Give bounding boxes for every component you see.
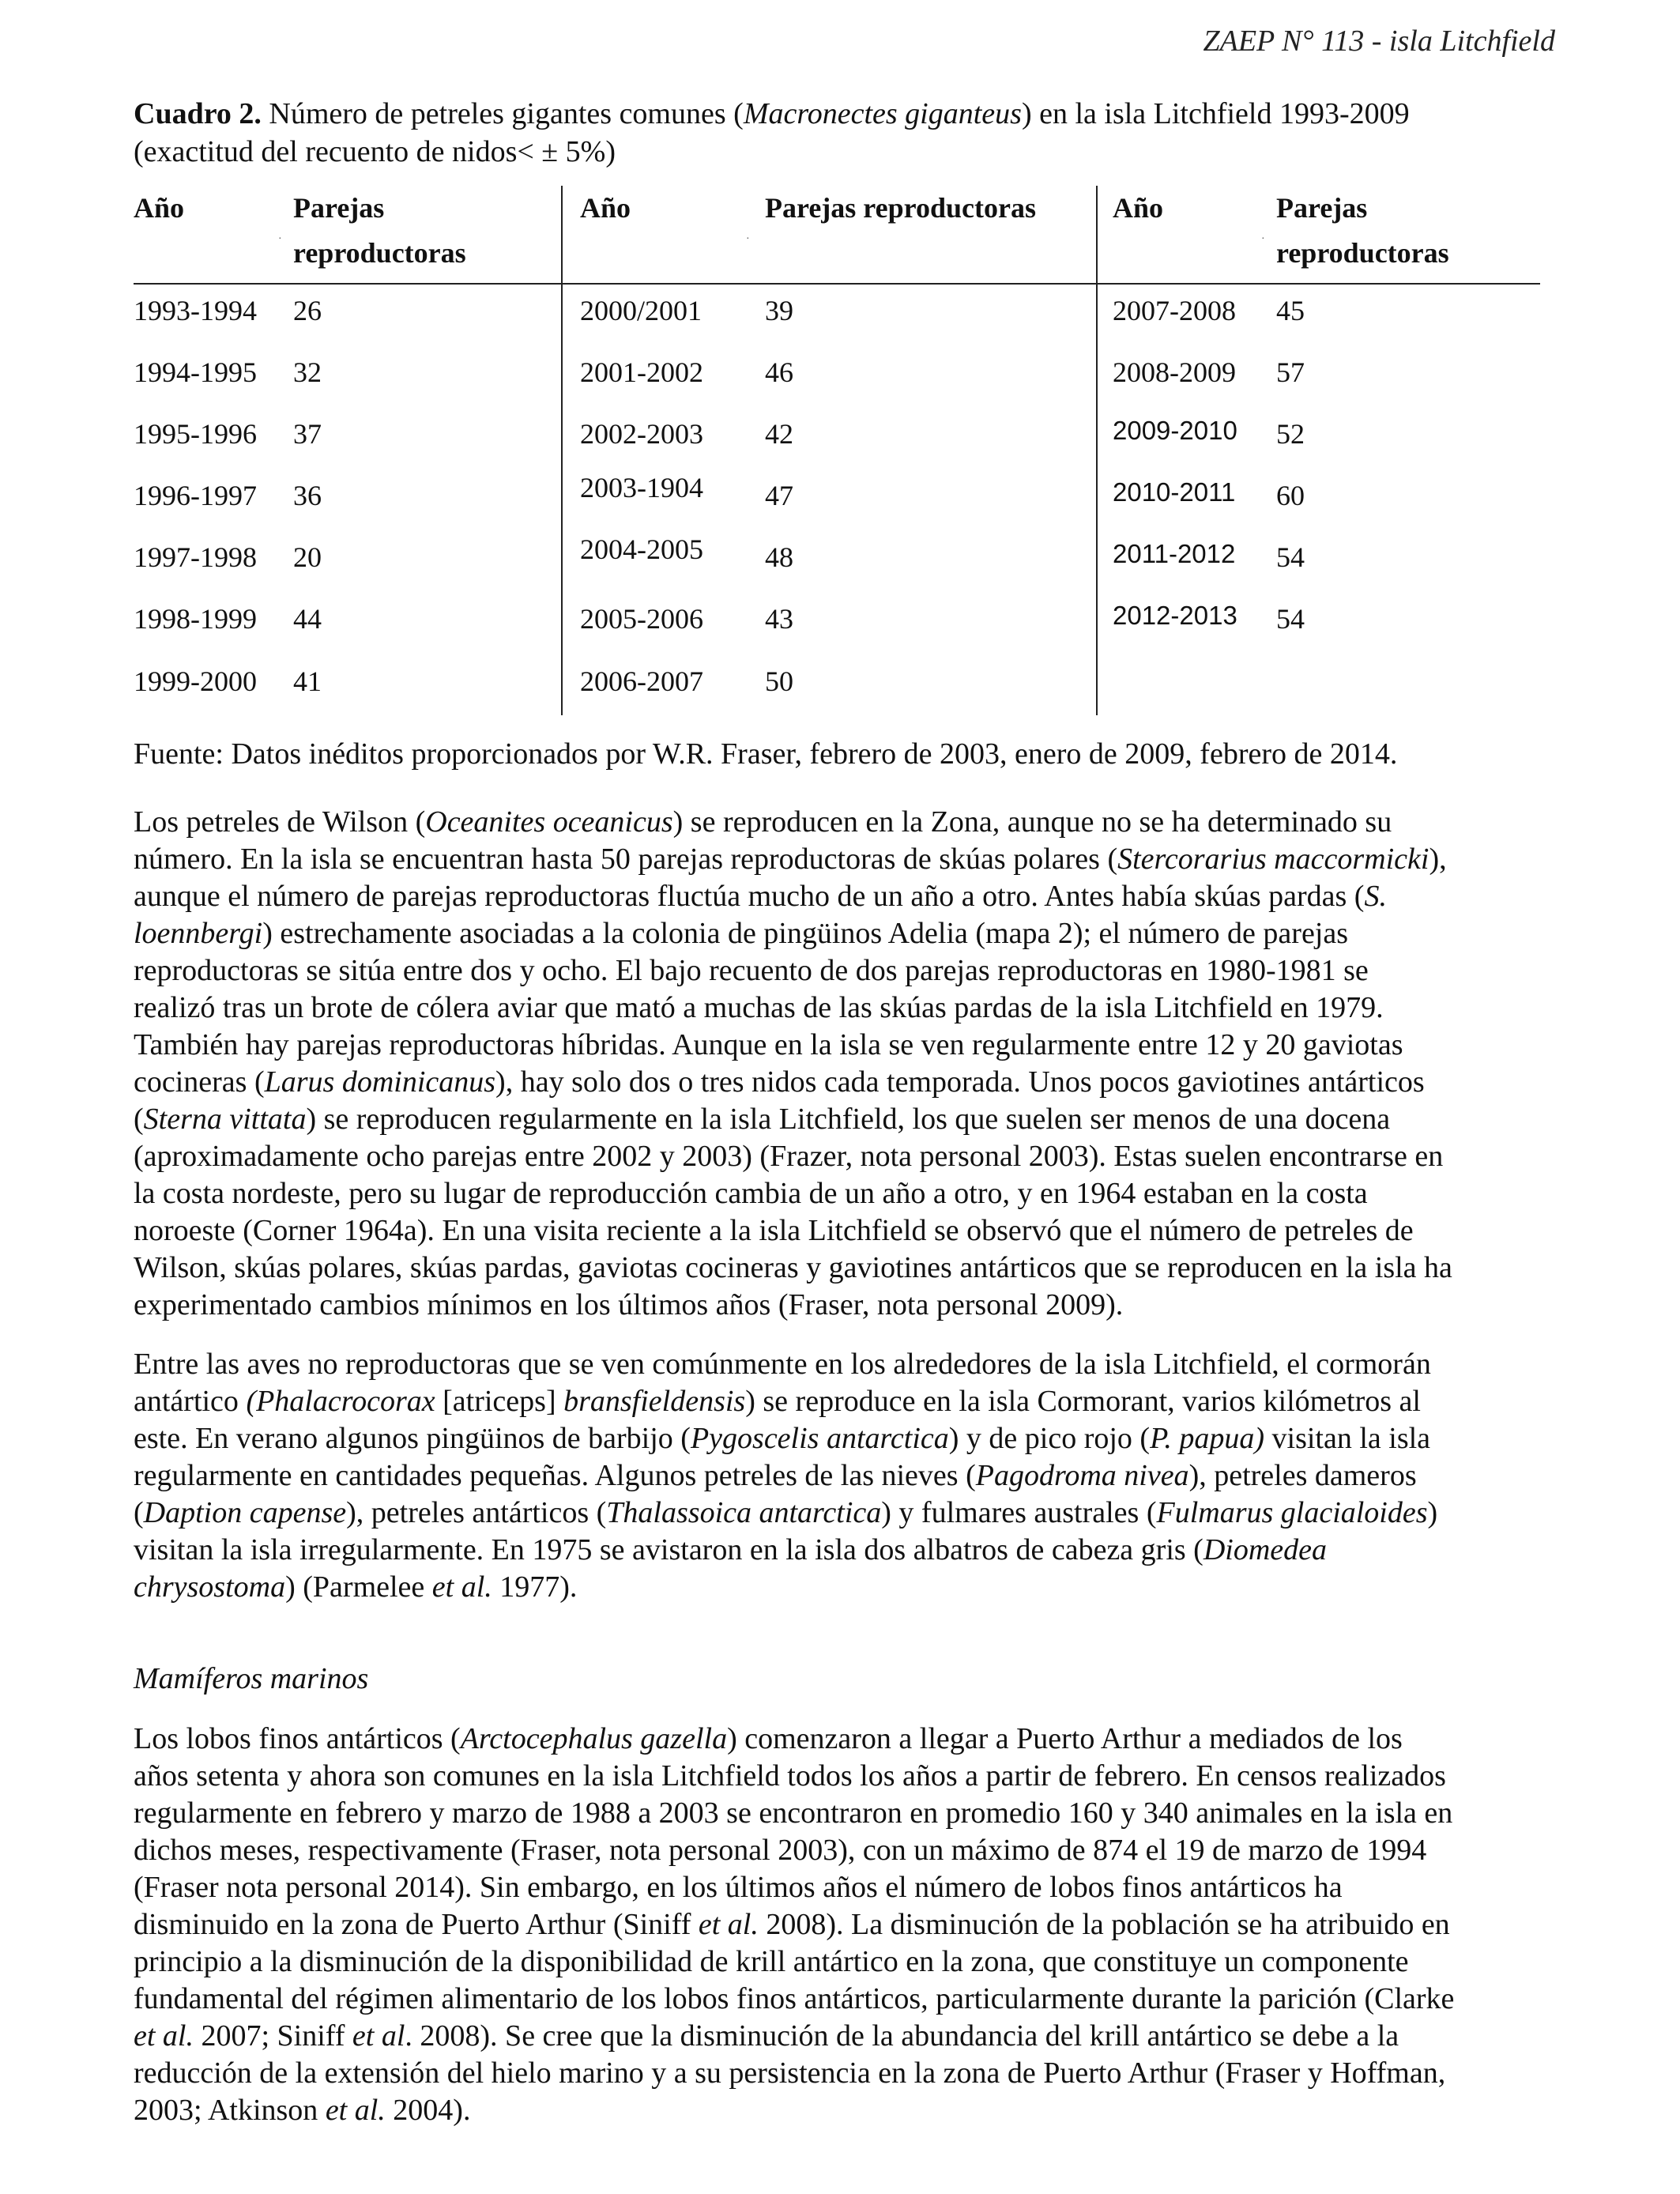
italic-term: Sterna vittata [143,1103,307,1136]
pairs-cell: 54 [1276,541,1305,573]
pairs-cell: 37 [293,418,322,450]
italic-term: et al. [325,2094,386,2127]
pairs-cell: 32 [293,356,322,388]
text-line: cocineras (Larus dominicanus), hay solo dos o tres nidos cada temporada. Unos pocos gaviotines antárticos [134,1065,1425,1099]
italic-term: loennbergi [134,917,263,950]
text-line: años setenta y ahora son comunes en la isla Litchfield todos los años a partir de febrero. En censos realizados [134,1759,1446,1793]
year-cell: 1994-1995 [134,356,257,388]
text-line: reducción de la extensión del hielo marino y a su persistencia en la zona de Puerto Arthur (Fraser y Hoffman, [134,2056,1446,2090]
caption-line-1 [134,95,1548,133]
caption-species: Macronectes giganteus [743,97,1022,130]
header-pairs-3 [1276,186,1449,276]
pairs-cell: 43 [765,603,793,635]
italic-term: Thalassoica antarctica [606,1496,882,1529]
year-cell: 2008-2009 [1113,356,1236,388]
text-line: También hay parejas reproductoras híbridas. Aunque en la isla se ven regularmente entre 12 y 20 gaviotas [134,1028,1403,1061]
pairs-cell: 52 [1276,418,1305,450]
italic-term: S. [1364,880,1387,913]
pairs-cell: 47 [765,480,793,511]
text-line: número. En la isla se encuentran hasta 50 parejas reproductoras de skúas polares (Stercorarius maccormicki), [134,843,1447,876]
text-line: este. En verano algunos pingüinos de barbijo (Pygoscelis antarctica) y de pico rojo (P. papua) visitan la isla [134,1422,1431,1455]
italic-term: (Phalacrocorax [246,1385,435,1418]
header-rule [134,283,1540,285]
year-cell: 2003-1904 [580,472,703,503]
pairs-cell: 50 [765,665,793,697]
pairs-cell: 41 [293,665,322,697]
text-line: regularmente en cantidades pequeñas. Algunos petreles de las nieves (Pagodroma nivea), petreles dameros [134,1459,1417,1492]
text-line: reproductoras se sitúa entre dos y ocho. El bajo recuento de dos parejas reproductoras en 1980-1981 se [134,954,1369,987]
section-heading: Mamíferos marinos [134,1662,369,1695]
text-line: aunque el número de parejas reproductoras fluctúa mucho de un año a otro. Antes había skúas pardas (S. [134,880,1387,913]
text-line: Los petreles de Wilson (Oceanites oceanicus) se reproducen en la Zona, aunque no se ha determinado su [134,805,1392,839]
text-line: experimentado cambios mínimos en los últimos años (Fraser, nota personal 2009). [134,1288,1124,1321]
text-line: dichos meses, respectivamente (Fraser, nota personal 2003), con un máximo de 874 el 19 de marzo de 1994 [134,1834,1427,1867]
pairs-cell: 46 [765,356,793,388]
text-line: principio a la disminución de la disponibilidad de krill antártico en la zona, que constituye un componente [134,1945,1409,1978]
stray-mark: · [746,233,750,245]
italic-term: et al. [134,2019,194,2053]
text-line: Los lobos finos antárticos (Arctocephalus gazella) comenzaron a llegar a Puerto Arthur a mediados de los [134,1722,1403,1755]
running-header: ZAEP N° 113 - isla Litchfield [1203,25,1555,58]
header-pairs-1 [293,186,466,276]
text-line: fundamental del régimen alimentario de los lobos finos antárticos, particularmente durante la parición (Clarke [134,1982,1455,2015]
text-line: (Sterna vittata) se reproducen regularmente en la isla Litchfield, los que suelen ser menos de una docena [134,1103,1391,1136]
year-cell: 2002-2003 [580,418,703,450]
header-year-1: Año [134,192,185,224]
pairs-cell: 42 [765,418,793,450]
year-cell: 2005-2006 [580,603,703,635]
year-cell: 2007-2008 [1113,295,1236,326]
text-line: chrysostoma) (Parmelee et al. 1977). [134,1570,578,1604]
caption-line-2: (exactitud del recuento de nidos< ± 5%) [134,135,616,168]
header-year-2: Año [580,192,631,224]
header-pairs-2: Parejas reproductoras [765,192,1036,224]
text-line: la costa nordeste, pero su lugar de reproducción cambia de un año a otro, y en 1964 estaban en la costa [134,1177,1368,1210]
year-cell: 2012-2013 [1113,601,1237,630]
italic-term: Pagodroma nivea [975,1459,1189,1492]
year-cell: 1996-1997 [134,480,257,511]
year-cell: 2000/2001 [580,295,703,326]
year-cell: 2001-2002 [580,356,703,388]
text-line: Wilson, skúas polares, skúas pardas, gaviotas cocineras y gaviotines antárticos que se reproducen en la isla ha [134,1251,1452,1284]
year-cell: 1995-1996 [134,418,257,450]
year-cell: 2011-2012 [1113,539,1236,568]
italic-term: bransfieldensis [563,1385,746,1418]
year-cell: 1998-1999 [134,603,257,635]
text-line: (Daption capense), petreles antárticos (Thalassoica antarctica) y fulmares australes (Fulmarus glacialoides) [134,1496,1438,1529]
pairs-cell: 20 [293,541,322,573]
pairs-cell: 26 [293,295,322,326]
table-caption [134,95,1548,171]
text-line: visitan la isla irregularmente. En 1975 se avistaron en la isla dos albatros de cabeza gris (Diomedea [134,1533,1328,1566]
year-cell: 1993-1994 [134,295,257,326]
document-page [134,0,1555,2194]
pairs-cell: 45 [1276,295,1305,326]
caption-text: Número de petreles gigantes comunes ( [261,97,744,130]
italic-term: Diomedea [1203,1533,1328,1566]
header-pairs-1-line2: reproductoras [293,237,466,269]
pairs-cell: 48 [765,541,793,573]
italic-term: Pygoscelis antarctica [690,1422,949,1455]
text-line: et al. 2007; Siniff et al. 2008). Se cree que la disminución de la abundancia del krill antártico se debe a la [134,2019,1399,2053]
italic-term: Larus dominicanus [264,1065,496,1099]
column-divider-2 [1096,186,1098,715]
caption-text-end: ) en la isla Litchfield 1993-2009 [1021,97,1410,130]
year-cell: 1999-2000 [134,665,257,697]
caption-label: Cuadro 2. [134,97,262,130]
year-cell: 2004-2005 [580,533,703,565]
italic-term: et al. [698,1908,759,1941]
text-line: loennbergi) estrechamente asociadas a la colonia de pingüinos Adelia (mapa 2); el número de parejas [134,917,1349,950]
italic-term: et al. [431,1570,492,1604]
year-cell: 1997-1998 [134,541,257,573]
italic-term: et al [352,2019,405,2053]
text-line: regularmente en febrero y marzo de 1988 a 2003 se encontraron en promedio 160 y 340 animales en la isla en [134,1796,1453,1830]
paragraph-non-breeding-birds [134,1346,1548,1606]
stray-mark: · [278,233,282,245]
text-line: disminuido en la zona de Puerto Arthur (Siniff et al. 2008). La disminución de la población se ha atribuido en [134,1908,1450,1941]
italic-term: chrysostoma [134,1570,286,1604]
text-line: 2003; Atkinson et al. 2004). [134,2094,471,2127]
text-line: realizó tras un brote de cólera aviar que mató a muchas de las skúas pardas de la isla Litchfield en 1979. [134,991,1384,1024]
header-pairs-1-line1: Parejas [293,192,385,224]
paragraph-breeding-birds [134,804,1548,1324]
italic-term: Fulmarus glacialoides [1156,1496,1428,1529]
column-divider-1 [561,186,563,715]
paragraph-marine-mammals [134,1721,1548,2129]
text-line: antártico (Phalacrocorax [atriceps] bransfieldensis) se reproduce en la isla Cormorant, varios kilómetros al [134,1385,1421,1418]
pairs-cell: 57 [1276,356,1305,388]
italic-term: Stercorarius maccormicki [1117,843,1430,876]
text-line: (aproximadamente ocho parejas entre 2002 y 2003) (Frazer, nota personal 2003). Estas suelen encontrarse en [134,1140,1444,1173]
italic-term: P. papua) [1150,1422,1265,1455]
year-cell: 2010-2011 [1113,477,1236,507]
pairs-cell: 39 [765,295,793,326]
pairs-cell: 36 [293,480,322,511]
italic-term: Arctocephalus gazella [460,1722,728,1755]
table-source: Fuente: Datos inéditos proporcionados por W.R. Fraser, febrero de 2003, enero de 2009, febrero de 2014. [134,737,1398,771]
pairs-cell: 44 [293,603,322,635]
header-pairs-3-line1: Parejas [1276,192,1368,224]
text-line: Entre las aves no reproductoras que se ven comúnmente en los alrededores de la isla Litchfield, el cormorán [134,1348,1431,1381]
text-line: (Fraser nota personal 2014). Sin embargo, en los últimos años el número de lobos finos antárticos ha [134,1871,1343,1904]
breeding-pairs-table [134,186,1540,723]
italic-term: Oceanites oceanicus [425,805,673,839]
header-year-3: Año [1113,192,1164,224]
pairs-cell: 54 [1276,603,1305,635]
stray-mark: · [1261,233,1265,245]
year-cell: 2009-2010 [1113,416,1237,445]
text-line: noroeste (Corner 1964a). En una visita reciente a la isla Litchfield se observó que el número de petreles de [134,1214,1414,1247]
header-pairs-3-line2: reproductoras [1276,237,1449,269]
italic-term: Daption capense [143,1496,347,1529]
pairs-cell: 60 [1276,480,1305,511]
year-cell: 2006-2007 [580,665,703,697]
